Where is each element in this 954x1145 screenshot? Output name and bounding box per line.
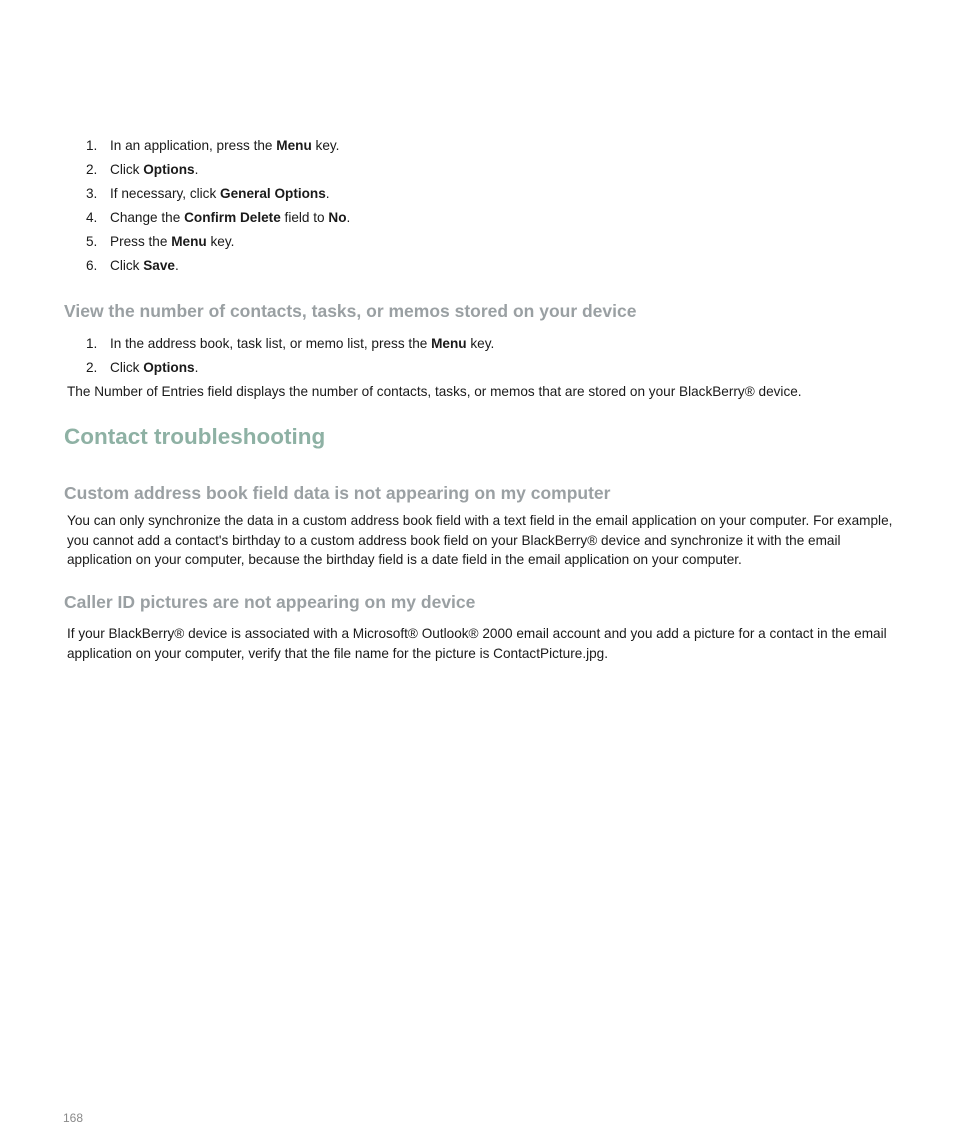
ui-term: Options (143, 162, 195, 177)
step-item (86, 332, 494, 356)
step-text: Click Options. (110, 360, 199, 375)
ui-term: Confirm Delete (184, 210, 281, 225)
page-number: 168 (63, 1111, 84, 1125)
step-text: Click Save. (110, 258, 179, 273)
ui-term: Menu (276, 138, 312, 153)
step-item (86, 134, 350, 158)
step-item (86, 158, 350, 182)
ui-term: Save (143, 258, 175, 273)
ui-term: Menu (171, 234, 207, 249)
step-item (86, 182, 350, 206)
step-text: If necessary, click General Options. (110, 186, 330, 201)
section-heading-caller-id: Caller ID pictures are not appearing on my device (64, 592, 476, 612)
ui-term: General Options (220, 186, 326, 201)
chapter-heading-contact-troubleshooting: Contact troubleshooting (64, 424, 326, 449)
step-number: 2. (86, 360, 98, 375)
step-number: 3. (86, 186, 98, 201)
step-number: 1. (86, 138, 98, 153)
step-number: 5. (86, 234, 98, 249)
step-item (86, 254, 350, 278)
step-number: 6. (86, 258, 98, 273)
step-text: Click Options. (110, 162, 199, 177)
step-item (86, 230, 350, 254)
entries-note: The Number of Entries field displays the number of contacts, tasks, or memos that are stored on your BlackBerry® device. (67, 384, 802, 399)
ui-term: Options (143, 360, 195, 375)
ui-term: Menu (431, 336, 467, 351)
step-number: 4. (86, 210, 98, 225)
step-item (86, 206, 350, 230)
step-text: Change the Confirm Delete field to No. (110, 210, 351, 225)
step-number: 1. (86, 336, 98, 351)
section-heading-custom-field: Custom address book field data is not appearing on my computer (64, 483, 611, 503)
caller-id-body: If your BlackBerry® device is associated with a Microsoft® Outlook® 2000 email account and you add a picture for a contact in the email application on your computer, verify that the file name for the picture is ContactPicture.jpg. (67, 626, 887, 661)
procedure-steps-delete-confirmation (86, 134, 350, 278)
step-text: Press the Menu key. (110, 234, 235, 249)
step-text: In an application, press the Menu key. (110, 138, 340, 153)
custom-field-body: You can only synchronize the data in a custom address book field with a text field in the email application on your computer. For example, you cannot add a contact's birthday to a custom address book field on your BlackBerry® device and synchronize it with the email application on your computer, because the birthday field is a date field in the email application on your computer. (67, 513, 893, 568)
step-text: In the address book, task list, or memo list, press the Menu key. (110, 336, 495, 351)
procedure-steps-view-number (86, 332, 494, 380)
step-item (86, 356, 494, 380)
step-number: 2. (86, 162, 98, 177)
ui-term: No (328, 210, 347, 225)
section-heading-view-number: View the number of contacts, tasks, or memos stored on your device (64, 301, 637, 321)
